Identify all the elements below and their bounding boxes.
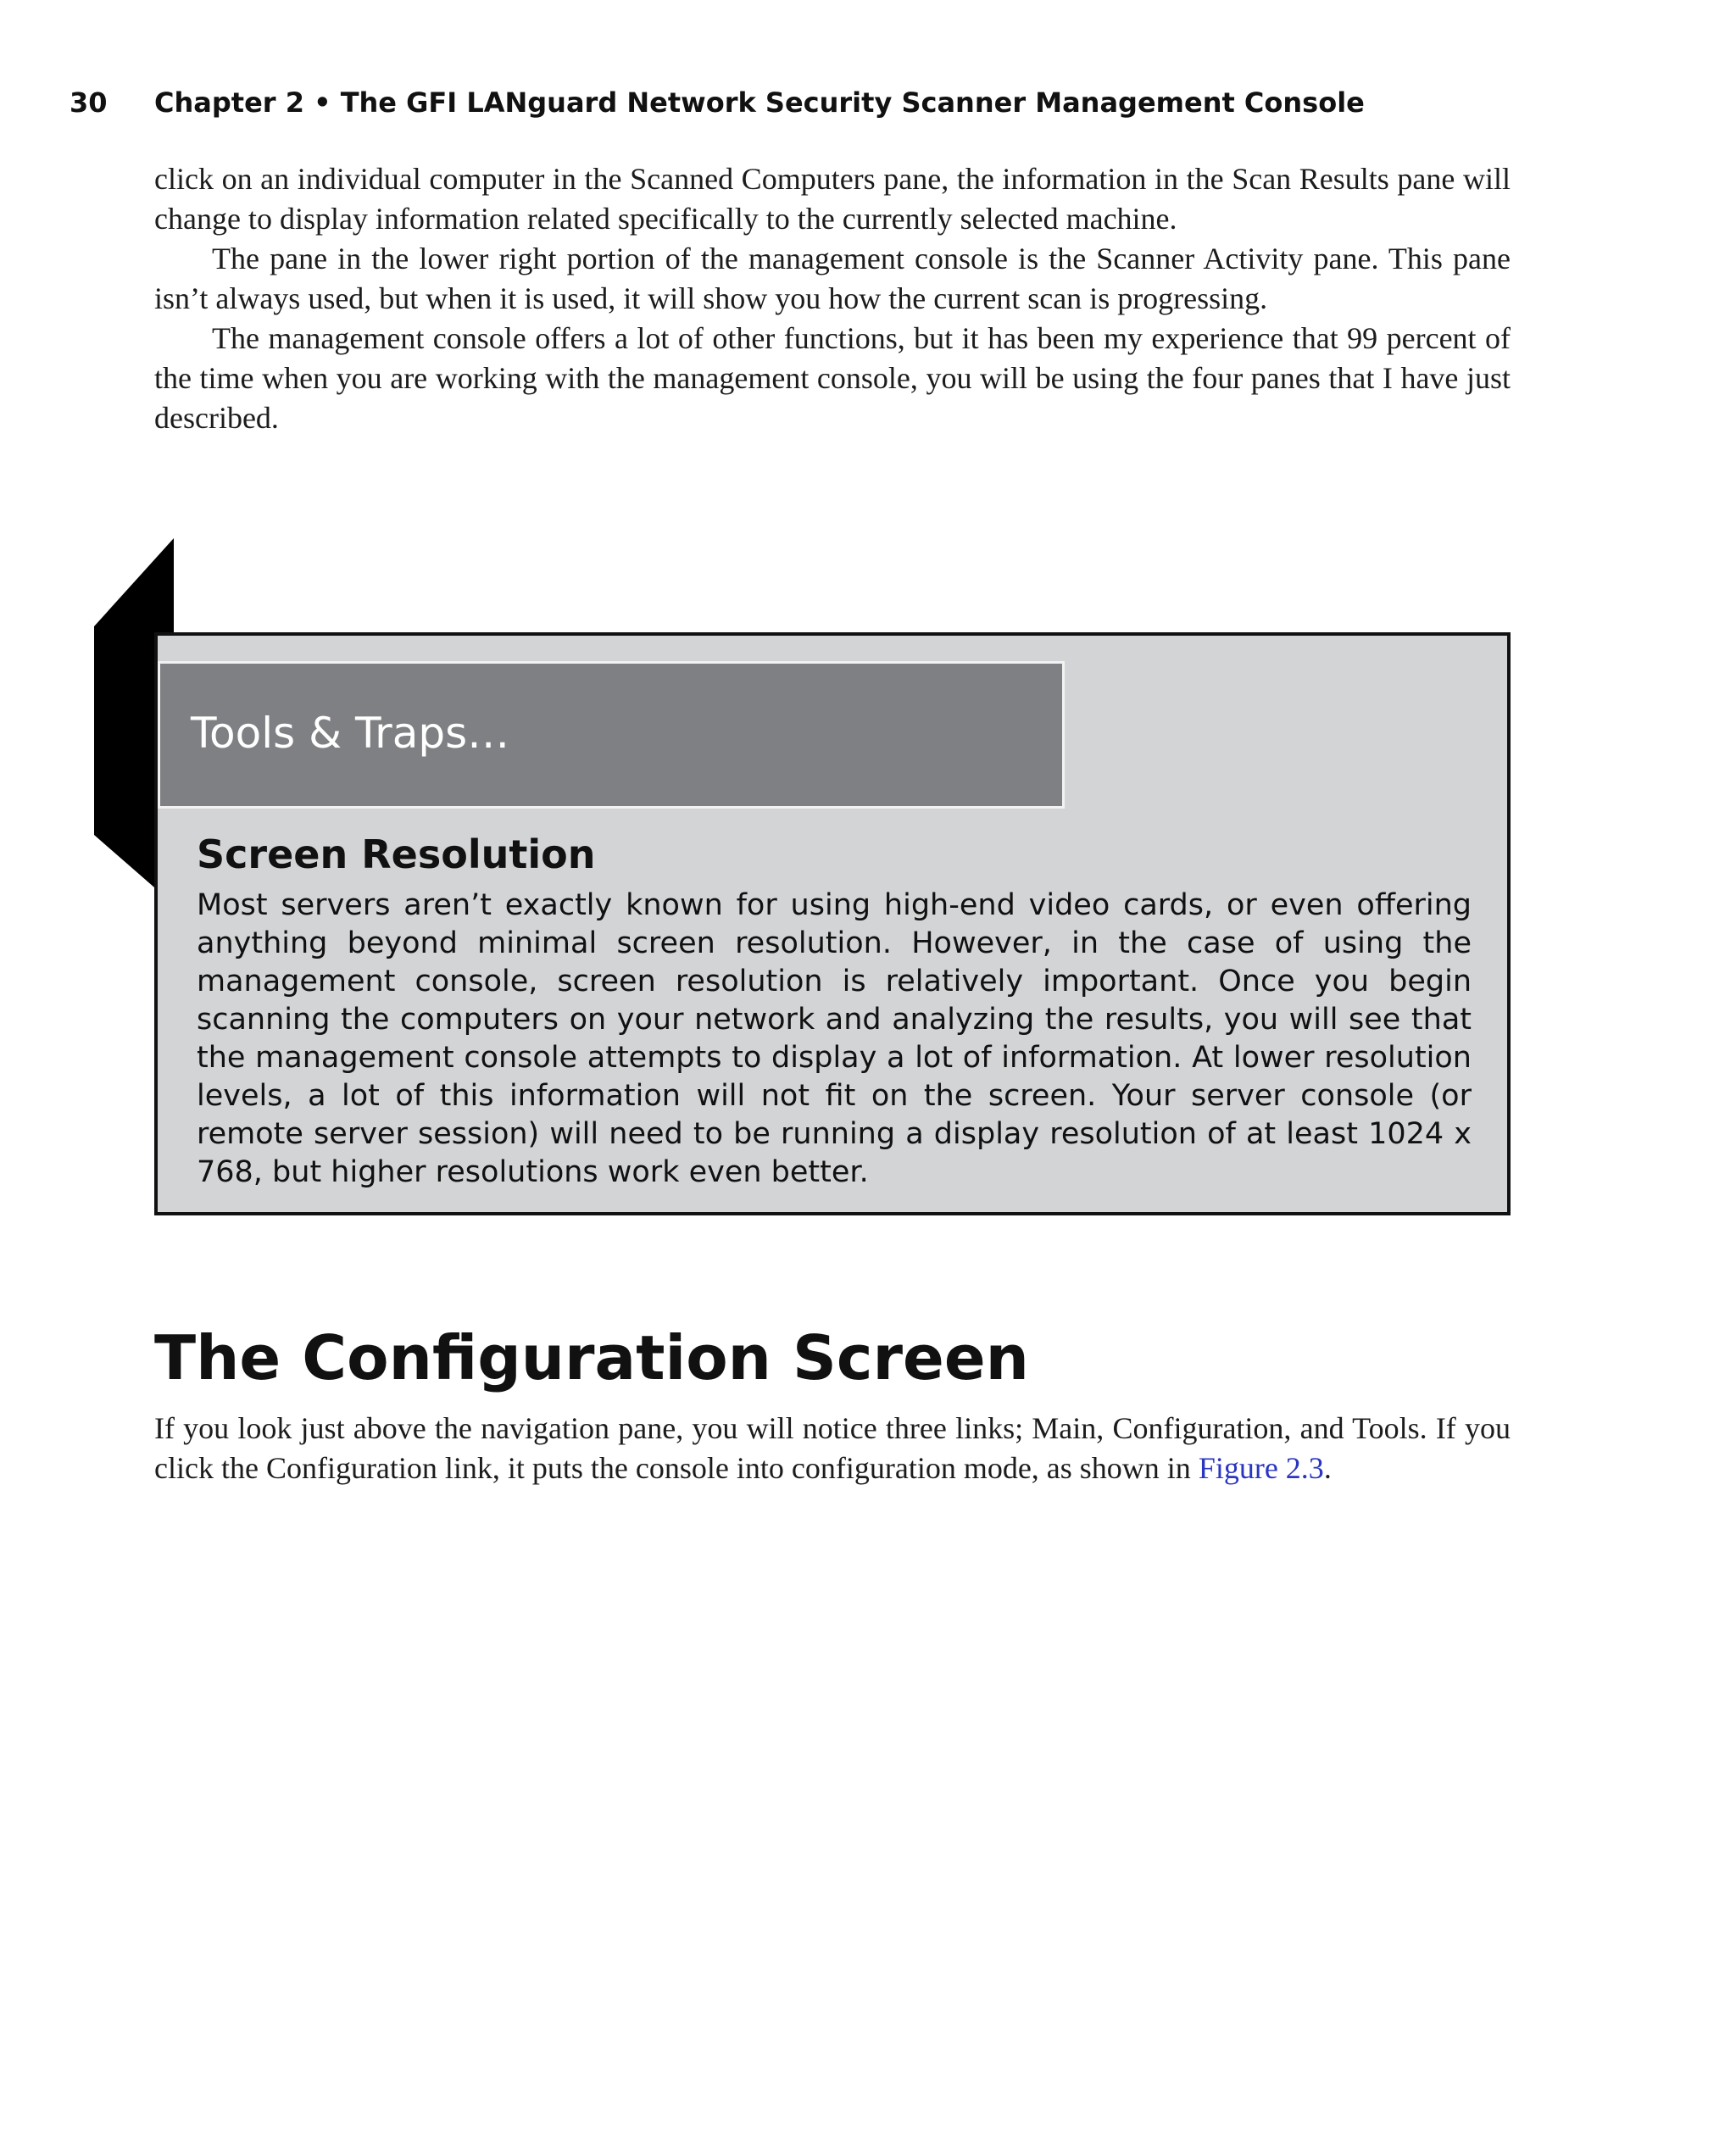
intro-paragraph-2: The pane in the lower right portion of the management console is the Scanner Activity pane. This pane isn’t always used, but when it is used, it will show you how the current scan is progressing.: [154, 242, 1511, 315]
page-number: 30: [70, 86, 108, 119]
section-heading: The Configuration Screen: [154, 1322, 1029, 1393]
intro-paragraph-1: click on an individual computer in the Scanned Computers pane, the information in the Scan Results pane will change to display information related specifically to the currently selected machine.: [154, 162, 1511, 236]
sidebar-banner: [158, 661, 1065, 809]
sidebar-body: Most servers aren’t exactly known for using high-end video cards, or even offering anything beyond minimal screen resolution. However, in the case of using the management console, screen resolution is relatively important. Once you begin scanning the computers on your network and analyzing the results, you will see that the management console attempts to display a lot of information. At lower resolution levels, a lot of this information will not fit on the screen. Your server console (or remote server session) will need to be running a display resolution of at least 1024 x 768, but higher resolutions work even better.: [197, 888, 1472, 1189]
figure-link[interactable]: Figure 2.3: [1198, 1451, 1324, 1485]
section-paragraph-text: If you look just above the navigation pane, you will notice three links; Main, Configuration, and Tools. If you click the Configuration link, it puts the console into configuration mode, as shown in: [154, 1411, 1511, 1485]
tools-and-traps-sidebar: [154, 632, 1511, 1215]
intro-text: [154, 159, 1511, 438]
section-paragraph-end: .: [1323, 1451, 1332, 1485]
section-paragraph: [154, 1409, 1511, 1488]
sidebar-heading: Screen Resolution: [197, 831, 596, 877]
section-text: [154, 1409, 1511, 1488]
chapter-title: Chapter 2 • The GFI LANguard Network Security Scanner Management Console: [154, 86, 1365, 119]
sidebar-banner-label: Tools & Traps…: [191, 709, 510, 758]
running-head: [70, 82, 1511, 123]
intro-paragraph-3: The management console offers a lot of other functions, but it has been my experience that 99 percent of the time when you are working with the management console, you will be using the four panes that I have just described.: [154, 321, 1511, 435]
